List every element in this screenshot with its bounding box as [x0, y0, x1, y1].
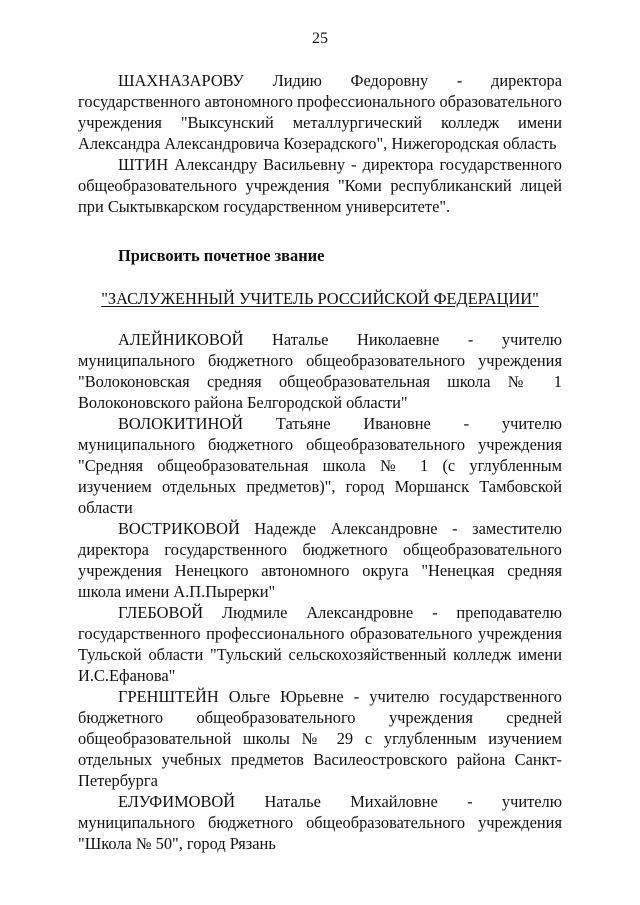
entry-grenshtein: ГРЕНШТЕЙН Ольге Юрьевне - учителю государственного бюджетного общеобразовательного учреждения средней общеобразовательной школы № 29 с углубленным изучением отдельных учебных предметов Василеостровского района Санкт-Петербурга: [78, 687, 562, 790]
entry-volokitina: ВОЛОКИТИНОЙ Татьяне Ивановне - учителю муниципального бюджетного общеобразовательного учреждения "Средняя общеобразовательная школа № 1 (с углубленным изучением отдельных предметов)", город Моршанск Тамбовской области: [78, 414, 562, 517]
document-body: [78, 70, 562, 854]
entry-glebova: ГЛЕБОВОЙ Людмиле Александровне - преподавателю государственного профессионального образовательного учреждения Тульской области "Тульский сельскохозяйственный колледж имени И.С.Ефанова": [78, 603, 562, 685]
entry-elufimova: ЕЛУФИМОВОЙ Наталье Михайловне - учителю муниципального бюджетного общеобразовательного учреждения "Школа № 50", город Рязань: [78, 792, 562, 853]
entry-aleynikova: АЛЕЙНИКОВОЙ Наталье Николаевне - учителю муниципального бюджетного общеобразовательного учреждения "Волоконовская средняя общеобразовательная школа № 1 Волоконовского района Белгородской области": [78, 330, 562, 412]
entry-shtin: ШТИН Александру Васильевну - директора государственного общеобразовательного учреждения "Коми республиканский лицей при Сыктывкарском государственном университете".: [78, 155, 562, 216]
page-number: 25: [312, 30, 328, 47]
entry-vostrikova: ВОСТРИКОВОЙ Надежде Александровне - заместителю директора государственного бюджетного общеобразовательного учреждения Ненецкого автономного округа "Ненецкая средняя школа имени А.П.Пырерки": [78, 519, 562, 601]
award-title: "ЗАСЛУЖЕННЫЙ УЧИТЕЛЬ РОССИЙСКОЙ ФЕДЕРАЦИИ": [101, 289, 539, 308]
award-intro-heading: Присвоить почетное звание: [118, 246, 325, 265]
entry-shakhnazarova: ШАХНАЗАРОВУ Лидию Федоровну - директора государственного автономного профессионального образовательного учреждения "Выксунский металлургический колледж имени Александра Александровича Козерадского", Нижегородская область: [78, 71, 562, 153]
